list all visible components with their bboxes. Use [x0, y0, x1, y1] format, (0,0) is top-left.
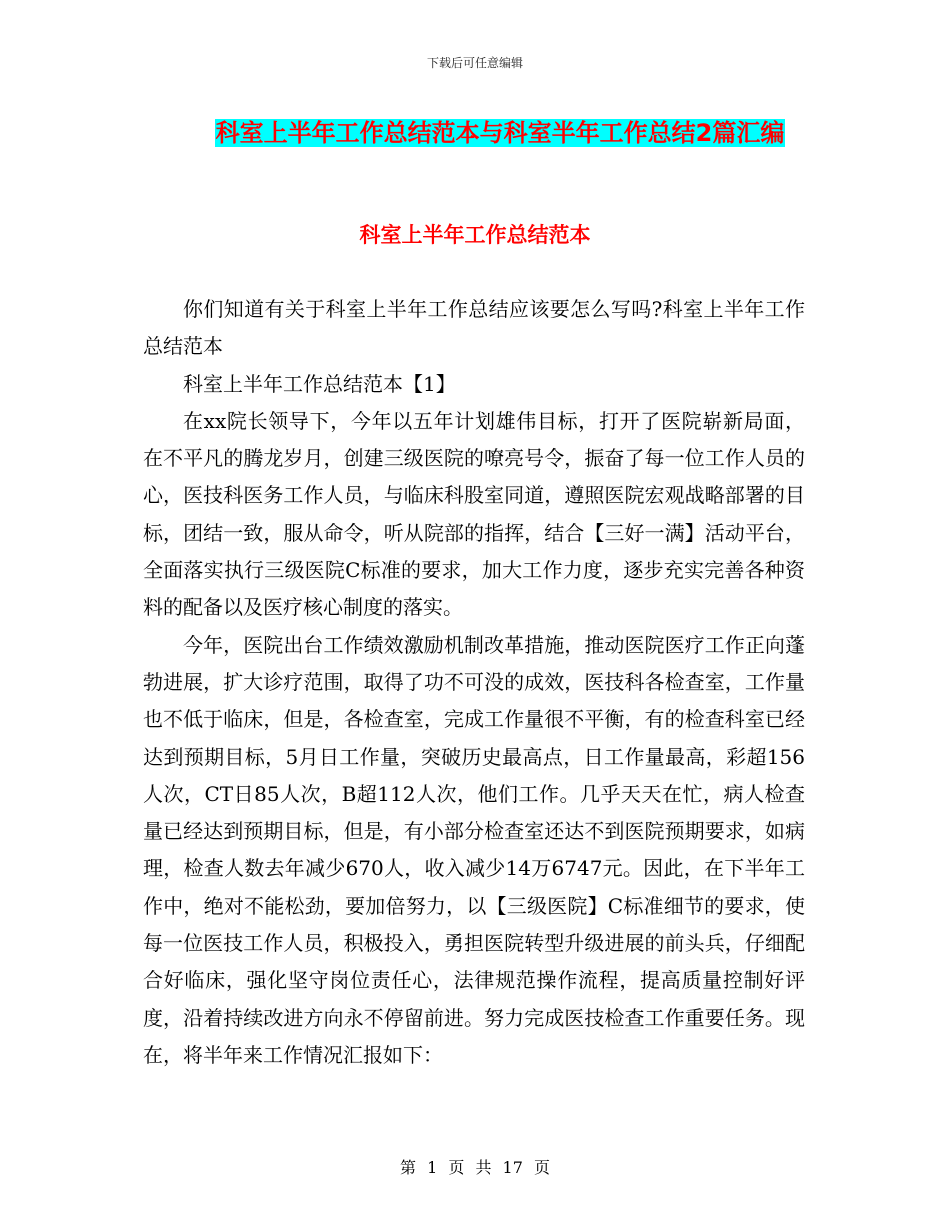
page-footer: 第 1 页 共 17 页: [400, 1158, 550, 1177]
body-text: [143, 291, 805, 1074]
paragraph-2: 今年，医院出台工作绩效激励机制改革措施，推动医院医疗工作正向蓬勃进展，扩大诊疗范围，取得了功不可没的成效，医技科各检查室，工作量也不低于临床，但是，各检查室，完成工作量很不平衡，有的检查科室已经达到预期目标，5月日工作量，突破历史最高点，日工作量最高，彩超156人次，CT日85人次，B超112人次，他们工作。几乎天天在忙，病人检查量已经达到预期目标，但是，有小部分检查室还达不到医院预期要求，如病理，检查人数去年减少670人，收入减少14万6747元。因此，在下半年工作中，绝对不能松劲，要加倍努力，以【三级医院】C标准细节的要求，使每一位医技工作人员，积极投入，勇担医院转型升级进展的前头兵，仔细配合好临床，强化坚守岗位责任心，法律规范操作流程，提高质量控制好评度，沿着持续改进方向永不停留前进。努力完成医技检查工作重要任务。现在，将半年来工作情况汇报如下：: [143, 632, 805, 1067]
paragraph-heading: 科室上半年工作总结范本【1】: [183, 371, 456, 396]
paragraph-intro: 你们知道有关于科室上半年工作总结应该要怎么写吗?科室上半年工作总结范本: [143, 297, 805, 359]
header-note: 下载后可任意编辑: [426, 56, 523, 70]
section-title: 科室上半年工作总结范本: [359, 223, 591, 247]
paragraph-1: 在xx院长领导下，今年以五年计划雄伟目标，打开了医院崭新局面，在不平凡的腾龙岁月，创建三级医院的嘹亮号令，振奋了每一位工作人员的心，医技科医务工作人员，与临床科股室同道，遵照医院宏观战略部署的目标，团结一致，服从命令，听从院部的指挥，结合【三好一满】活动平台，全面落实执行三级医院C标准的要求，加大工作力度，逐步充实完善各种资料的配备以及医疗核心制度的落实。: [143, 408, 805, 620]
document-title-text: 科室上半年工作总结范本与科室半年工作总结2篇汇编: [215, 119, 785, 147]
document-title: [190, 110, 810, 156]
